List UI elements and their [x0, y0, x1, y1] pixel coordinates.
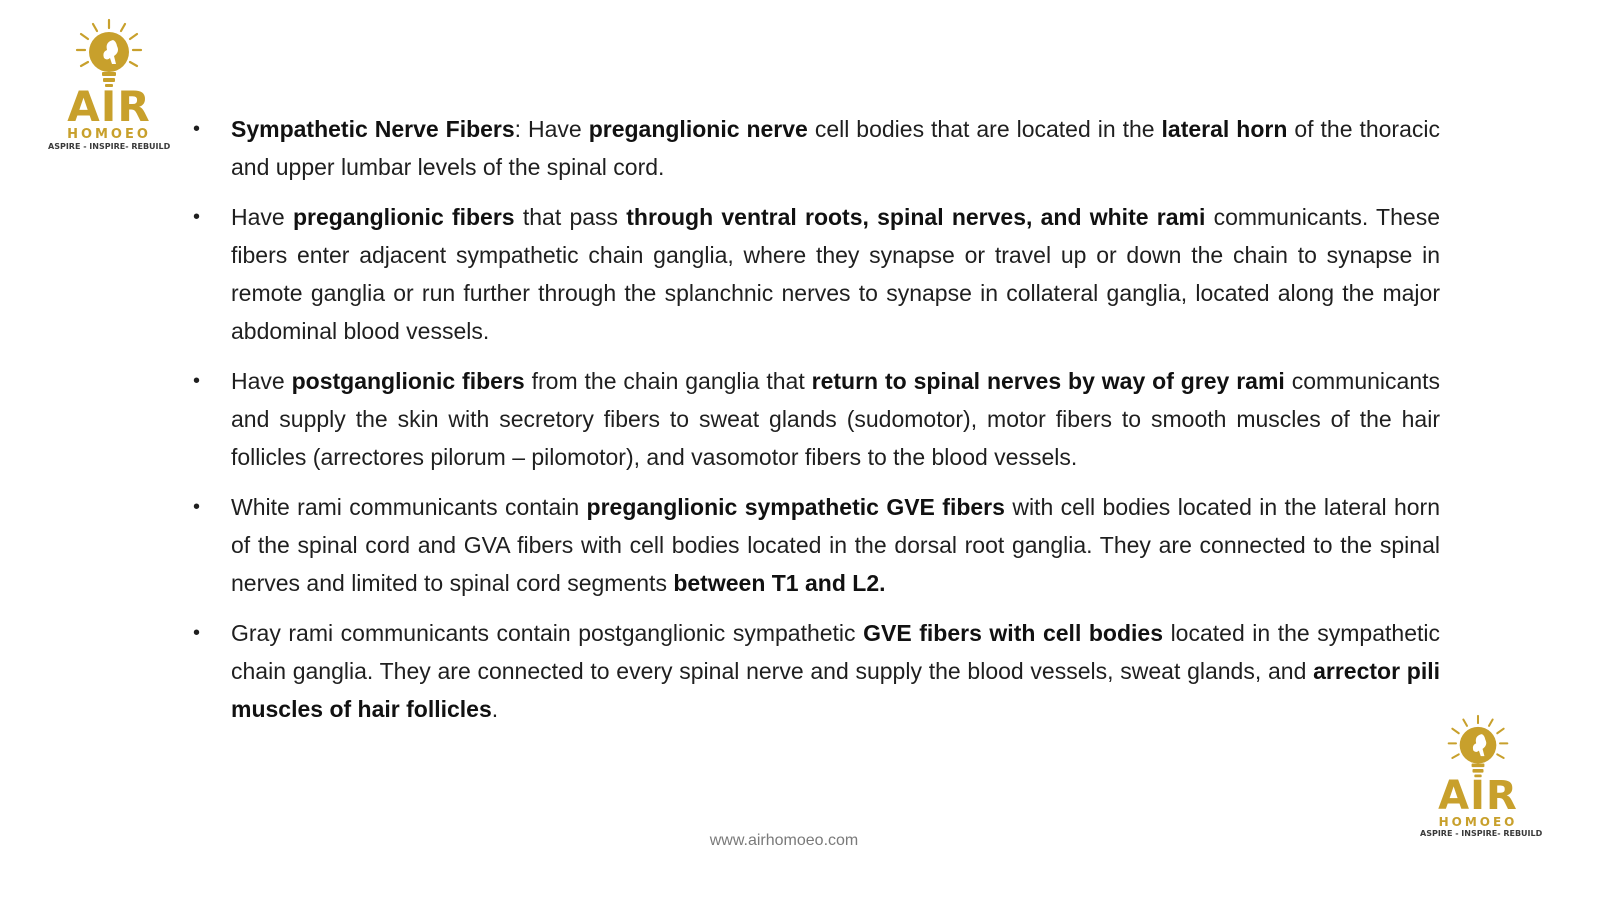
- bullet-item: [190, 110, 1440, 186]
- bold-text: between T1 and L2.: [673, 570, 886, 596]
- text-run: Gray rami communicants contain postganglionic sympathetic: [231, 620, 864, 646]
- bold-text: preganglionic sympathetic GVE fibers: [586, 494, 1005, 520]
- bullet-dot: •: [193, 370, 201, 392]
- bullet-item: [190, 488, 1440, 602]
- bold-text: preganglionic fibers: [292, 204, 515, 230]
- bold-text: Sympathetic Nerve Fibers: [231, 116, 515, 142]
- bullet-dot: •: [193, 496, 201, 518]
- bold-text: return to spinal nerves by way of grey rami: [811, 368, 1285, 394]
- logo-subbrand: HOMOEO: [1438, 815, 1518, 829]
- bold-text: arrector pili muscles of hair follicles: [231, 658, 1441, 722]
- text-run: White rami communicants contain: [231, 494, 587, 520]
- text-run: Have: [231, 368, 292, 394]
- bullet-item: [190, 362, 1440, 476]
- bullet-dot: •: [193, 118, 201, 140]
- bold-text: postganglionic fibers: [291, 368, 525, 394]
- text-run: of the thoracic and upper lumbar levels of the spinal cord.: [231, 116, 1440, 180]
- logo-brand: AIR: [1438, 773, 1518, 819]
- bullet-text: [231, 204, 1440, 344]
- bullet-text: [231, 116, 1440, 180]
- logo-top-left: [48, 18, 170, 152]
- text-run: located in the sympathetic chain ganglia. They are connected to every spinal nerve and supply the blood vessels, sweat glands, and: [231, 620, 1440, 684]
- text-run: communicants. These fibers enter adjacent sympathetic chain ganglia, where they synapse or travel up or down the chain to synapse in remote ganglia or run further through the splanchnic nerves to synapse in collateral ganglia, located along the major abdominal blood vessels.: [231, 204, 1440, 344]
- text-run: communicants and supply the skin with secretory fibers to sweat glands (sudomotor), motor fibers to smooth muscles of the hair follicles (arrectores pilorum – pilomotor), and vasomotor fibers to the blood vessels.: [231, 368, 1441, 470]
- bold-text: through ventral roots, spinal nerves, and white rami: [626, 204, 1206, 230]
- bullet-text: [231, 620, 1440, 722]
- bold-text: GVE fibers with cell bodies: [863, 620, 1164, 646]
- logo-brand: AIR: [67, 82, 151, 131]
- lightbulb-icon: [1441, 714, 1515, 780]
- logo-tagline: ASPIRE - INSPIRE- REBUILD: [1420, 829, 1543, 839]
- text-run: cell bodies that are located in the: [807, 116, 1162, 142]
- bullet-dot: •: [193, 622, 201, 644]
- text-run: : Have: [514, 116, 589, 142]
- text-run: that pass: [514, 204, 627, 230]
- bullet-text: [231, 494, 1440, 596]
- bullet-item: [190, 198, 1440, 350]
- bullet-text: [231, 368, 1440, 470]
- text-run: Have: [231, 204, 293, 230]
- logo-tagline: ASPIRE - INSPIRE- REBUILD: [48, 142, 171, 152]
- bullet-item: [190, 614, 1440, 728]
- lightbulb-icon: [69, 18, 149, 90]
- footer-url: www.airhomoeo.com: [709, 832, 859, 849]
- text-run: from the chain ganglia that: [524, 368, 812, 394]
- text-run: .: [491, 696, 499, 722]
- logo-subbrand: HOMOEO: [67, 127, 151, 142]
- content-area: [190, 110, 1440, 740]
- logo-bottom-right: [1420, 714, 1543, 839]
- bullet-dot: •: [193, 206, 201, 228]
- bold-text: lateral horn: [1161, 116, 1288, 142]
- bold-text: preganglionic nerve: [588, 116, 808, 142]
- text-run: with cell bodies located in the lateral horn of the spinal cord and GVA fibers with cell bodies located in the dorsal root ganglia. They are connected to the spinal nerves and limited to spinal cord segments: [231, 494, 1440, 596]
- bullet-list: [190, 110, 1440, 728]
